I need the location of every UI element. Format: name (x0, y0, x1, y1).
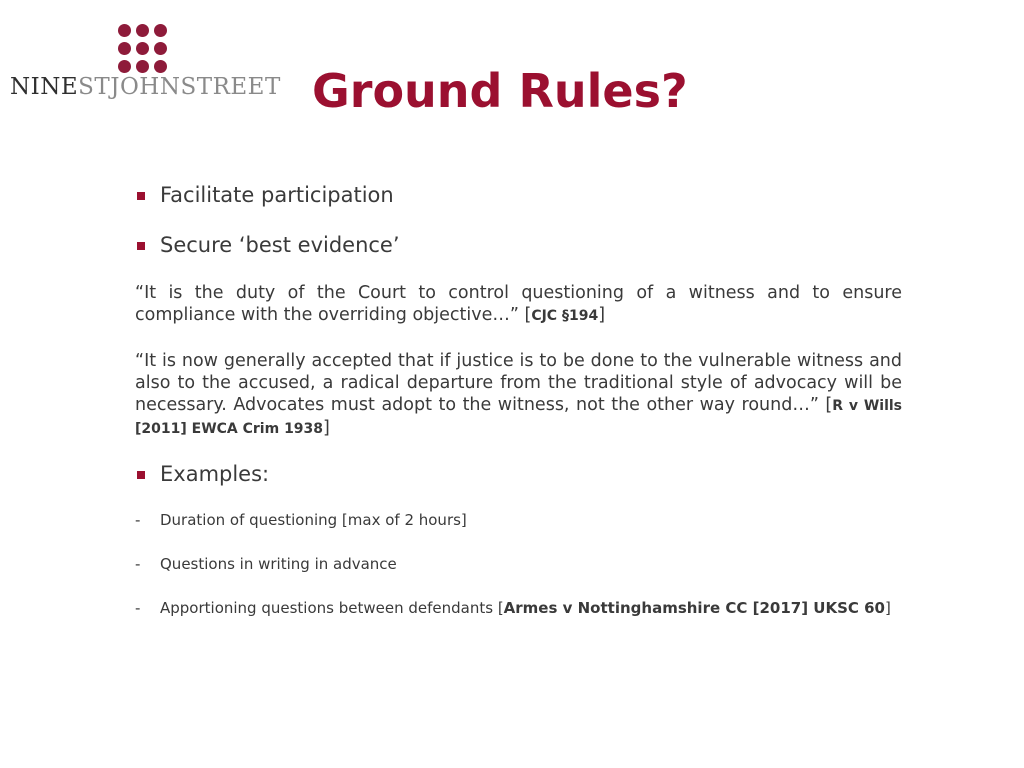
square-bullet-icon (137, 192, 145, 200)
bullet-facilitate-participation (135, 182, 902, 209)
bullet-text: Secure ‘best evidence’ (160, 233, 400, 258)
dash-marker: - (135, 598, 141, 617)
citation-armes: Armes v Nottinghamshire CC [2017] UKSC 60 (503, 598, 885, 617)
square-bullet-icon (137, 471, 145, 479)
example-text: Duration of questioning [max of 2 hours] (160, 510, 467, 529)
bracket-close: ] (598, 304, 606, 325)
quote-cjc (135, 282, 902, 327)
bracket-close: ] (323, 417, 330, 438)
quote-text: “It is the duty of the Court to control questioning of a witness and to ensure compliance with the overriding objective…” (135, 282, 902, 325)
bullet-examples (135, 461, 902, 488)
square-bullet-icon (137, 242, 145, 250)
citation-r-v-wills: R v Wills [2011] EWCA Crim 1938 (135, 397, 902, 437)
bracket-open: [ (825, 394, 833, 415)
quote-text: “It is now generally accepted that if justice is to be done to the vulnerable witness and also to the accused, a radical departure from the traditional style of advocacy will be necessary. Advocates must adopt to the witness, not the other way round…” (135, 350, 902, 415)
dash-marker: - (135, 510, 141, 529)
firm-logo (0, 0, 290, 120)
bracket-open: [ (524, 304, 532, 325)
slide-title: Ground Rules? (312, 64, 688, 118)
bullet-secure-best-evidence (135, 232, 902, 259)
slide-content (135, 182, 902, 618)
bullet-text: Examples: (160, 461, 270, 486)
bracket-close: ] (885, 598, 891, 617)
bullet-text: Facilitate participation (160, 183, 394, 207)
example-questions-in-writing (135, 555, 902, 574)
logo-dots-icon (118, 24, 168, 74)
example-apportioning (135, 599, 902, 618)
logo-wordmark (10, 76, 281, 99)
quote-r-v-wills (135, 350, 902, 440)
logo-stjohnstreet: STJOHNSTREET (78, 74, 281, 100)
dash-marker: - (135, 554, 141, 573)
citation-cjc: CJC §194 (531, 307, 599, 324)
example-text: Questions in writing in advance (160, 554, 397, 573)
example-text: Apportioning questions between defendants [ (160, 598, 504, 617)
logo-nine: NINE (10, 74, 79, 100)
example-duration (135, 511, 902, 530)
